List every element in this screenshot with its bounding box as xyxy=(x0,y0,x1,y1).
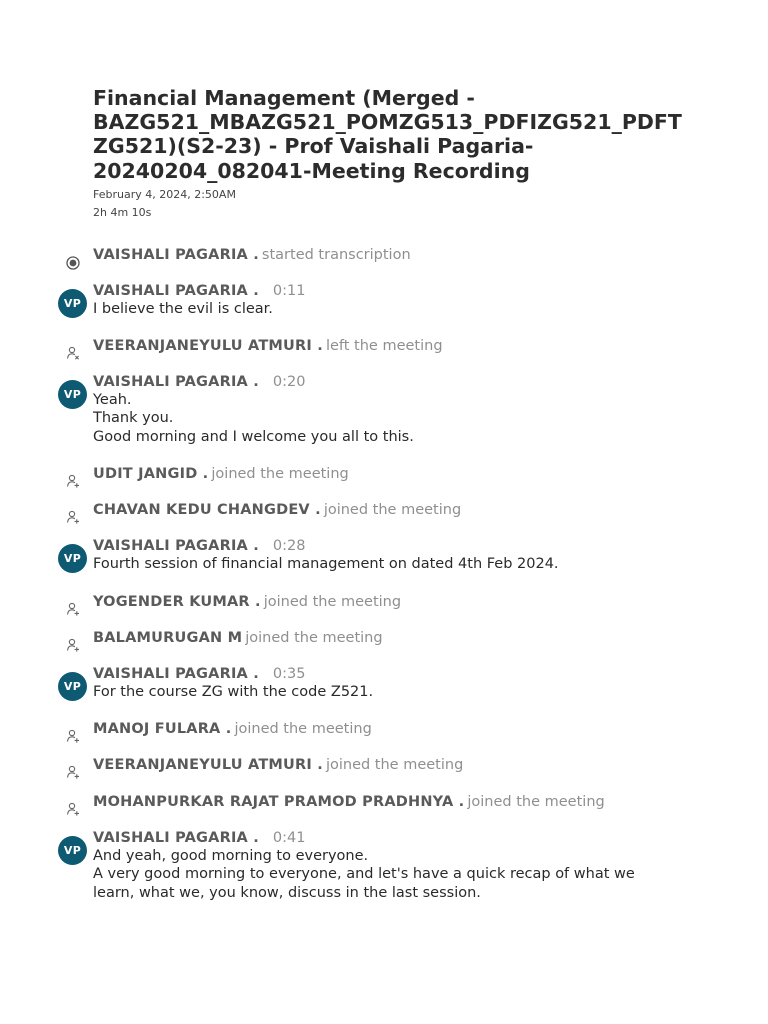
transcription-icon xyxy=(65,255,81,271)
speech-line: And yeah, good morning to everyone. xyxy=(93,848,369,864)
entry-header xyxy=(93,501,461,519)
page-title: Financial Management (Merged - BAZG521_MBAZG521_POMZG513_PDFIZG521_PDFTZG521)(S2-23) - Prof Vaishali Pagaria-20240204_082041-Meeting Recording xyxy=(93,86,682,183)
event-action: joined the meeting xyxy=(245,630,383,646)
person-joined-icon xyxy=(65,764,81,780)
recording-duration: 2h 4m 10s xyxy=(93,206,152,219)
entry-header xyxy=(93,246,411,264)
speech-line: A very good morning to everyone, and let's have a quick recap of what we xyxy=(93,866,635,883)
event-action: started transcription xyxy=(261,247,411,263)
entry-header xyxy=(93,337,443,355)
event-action: joined the meeting xyxy=(211,466,349,482)
entry-header xyxy=(93,537,305,555)
timestamp: 0:41 xyxy=(272,830,306,846)
speaker-name: VAISHALI PAGARIA . xyxy=(93,247,259,263)
speaker-name: YOGENDER KUMAR . xyxy=(93,594,261,610)
speech-text xyxy=(93,300,273,318)
entry-header xyxy=(93,756,463,774)
speaker-name: VEERANJANEYULU ATMURI . xyxy=(93,338,323,354)
entry-header xyxy=(93,793,605,811)
speech-line: learn, what we, you know, discuss in the last session. xyxy=(93,884,481,901)
entry-header xyxy=(93,282,305,300)
entry-header xyxy=(93,629,383,647)
timestamp: 0:11 xyxy=(272,283,306,299)
speaker-name: MOHANPURKAR RAJAT PRAMOD PRADHNYA . xyxy=(93,794,465,810)
avatar: VP xyxy=(58,544,87,573)
entry-header xyxy=(93,665,305,683)
entry-header xyxy=(93,829,305,847)
timestamp: 0:28 xyxy=(272,538,306,554)
speaker-name: BALAMURUGAN M xyxy=(93,630,243,646)
avatar: VP xyxy=(58,672,87,701)
event-action: left the meeting xyxy=(325,338,443,354)
person-joined-icon xyxy=(65,637,81,653)
entry-header xyxy=(93,593,401,611)
speaker-name: CHAVAN KEDU CHANGDEV . xyxy=(93,502,321,518)
speech-line: For the course ZG with the code Z521. xyxy=(93,684,374,700)
event-action: joined the meeting xyxy=(234,721,372,737)
person-joined-icon xyxy=(65,601,81,617)
avatar: VP xyxy=(58,836,87,865)
speaker-name: VAISHALI PAGARIA . xyxy=(93,374,259,390)
speaker-name: UDIT JANGID . xyxy=(93,466,209,482)
speaker-name: VEERANJANEYULU ATMURI . xyxy=(93,757,323,773)
speech-text xyxy=(93,391,414,446)
speaker-name: VAISHALI PAGARIA . xyxy=(93,830,259,846)
event-action: joined the meeting xyxy=(263,594,402,610)
recording-date: February 4, 2024, 2:50AM xyxy=(93,188,236,201)
speech-text xyxy=(93,847,635,902)
person-joined-icon xyxy=(65,509,81,525)
speech-line: I believe the evil is clear. xyxy=(93,301,273,317)
event-action: joined the meeting xyxy=(323,502,462,518)
speaker-name: VAISHALI PAGARIA . xyxy=(93,666,259,682)
speaker-name: VAISHALI PAGARIA . xyxy=(93,283,259,299)
speech-line: Yeah. xyxy=(93,392,132,408)
speech-text xyxy=(93,683,373,701)
avatar: VP xyxy=(58,289,87,318)
timestamp: 0:20 xyxy=(272,374,306,390)
speech-line: Fourth session of financial management on dated 4th Feb 2024. xyxy=(93,556,559,572)
person-joined-icon xyxy=(65,801,81,817)
event-action: joined the meeting xyxy=(325,757,464,773)
person-joined-icon xyxy=(65,473,81,489)
speaker-name: MANOJ FULARA . xyxy=(93,721,232,737)
speech-line: Thank you. xyxy=(93,410,174,427)
speech-line: Good morning and I welcome you all to this. xyxy=(93,428,414,445)
avatar: VP xyxy=(58,380,87,409)
entry-header xyxy=(93,465,349,483)
timestamp: 0:35 xyxy=(272,666,306,682)
event-action: joined the meeting xyxy=(467,794,605,810)
entry-header xyxy=(93,373,305,391)
person-left-icon xyxy=(65,345,81,361)
speaker-name: VAISHALI PAGARIA . xyxy=(93,538,259,554)
person-joined-icon xyxy=(65,728,81,744)
speech-text xyxy=(93,555,559,573)
entry-header xyxy=(93,720,372,738)
